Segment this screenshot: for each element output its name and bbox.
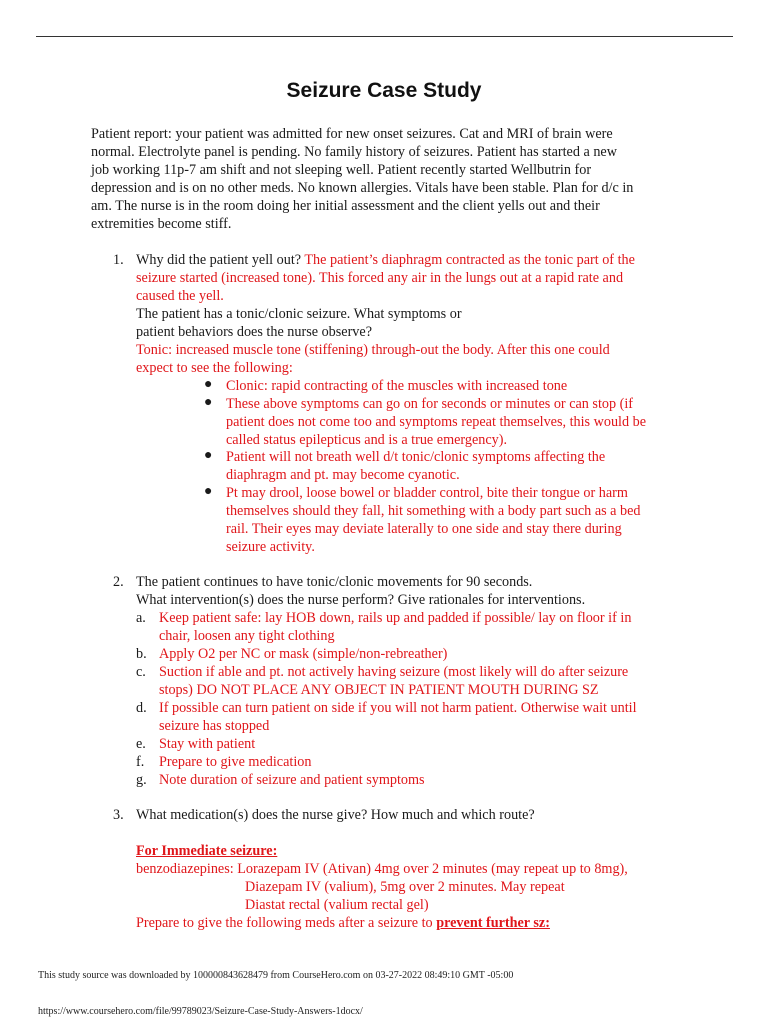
- intervention-line: Stay with patient: [159, 736, 256, 752]
- download-note: This study source was downloaded by 100000843628479 from CourseHero.com on 03-27-2022 08:49:10 GMT -05:00: [38, 970, 514, 981]
- bullet-dot-icon: ●: [204, 484, 213, 499]
- bullet-line: rail. Their eyes may deviate laterally to one side and stay there during: [226, 521, 622, 537]
- bullet-line: Clonic: rapid contracting of the muscles with increased tone: [226, 378, 568, 394]
- item-letter: g.: [136, 772, 147, 788]
- question-1-line: [136, 251, 635, 269]
- sub-question-line: patient behaviors does the nurse observe?: [136, 324, 372, 340]
- item-letter: b.: [136, 646, 147, 662]
- page-title: Seizure Case Study: [286, 79, 482, 102]
- intervention-line: stops) DO NOT PLACE ANY OBJECT IN PATIENT MOUTH DURING SZ: [159, 682, 599, 698]
- bullet-line: patient does not come too and symptoms repeat themselves, this would be: [226, 414, 647, 430]
- benzo-label: benzodiazepines:: [136, 861, 238, 877]
- top-divider: [36, 36, 733, 37]
- immediate-seizure-heading: For Immediate seizure:: [136, 843, 278, 859]
- tonic-line: expect to see the following:: [136, 360, 293, 376]
- question-number: 2.: [113, 574, 124, 590]
- item-letter: f.: [136, 754, 145, 770]
- item-letter: c.: [136, 664, 146, 680]
- bullet-dot-icon: ●: [204, 448, 213, 463]
- bullet-line: called status epilepticus and is a true emergency).: [226, 432, 508, 448]
- benzo-med: Lorazepam IV (Ativan) 4mg over 2 minutes (may repeat up to 8mg),: [237, 861, 628, 877]
- item-letter: e.: [136, 736, 146, 752]
- bullet-dot-icon: ●: [204, 377, 213, 392]
- prepare-meds-line: [136, 914, 550, 932]
- question-line: What intervention(s) does the nurse perform? Give rationales for interventions.: [136, 592, 586, 608]
- intervention-line: Apply O2 per NC or mask (simple/non-rebreather): [159, 646, 448, 662]
- answer-line: caused the yell.: [136, 288, 224, 304]
- question-number: 1.: [113, 252, 124, 268]
- report-line: depression and is on no other meds. No known allergies. Vitals have been stable. Plan for d/c in: [91, 180, 634, 196]
- question-number: 3.: [113, 807, 124, 823]
- intervention-line: Note duration of seizure and patient symptoms: [159, 772, 425, 788]
- intervention-line: Keep patient safe: lay HOB down, rails up and padded if possible/ lay on floor if in: [159, 610, 632, 626]
- intervention-line: Prepare to give medication: [159, 754, 312, 770]
- answer-text: The patient’s diaphragm contracted as the tonic part of the: [304, 252, 635, 268]
- report-line: extremities become stiff.: [91, 216, 232, 232]
- intervention-line: Suction if able and pt. not actively having seizure (most likely will do after seizure: [159, 664, 629, 680]
- bullet-line: seizure activity.: [226, 539, 315, 555]
- report-line: Patient report: your patient was admitted for new onset seizures. Cat and MRI of brain were: [91, 126, 613, 142]
- prevent-further-sz: prevent further sz:: [436, 915, 550, 931]
- benzodiazepines-line: [136, 860, 628, 878]
- bullet-dot-icon: ●: [204, 395, 213, 410]
- answer-line: seizure started (increased tone). This forced any air in the lungs out at a rapid rate and: [136, 270, 624, 286]
- question-line: What medication(s) does the nurse give? How much and which route?: [136, 807, 535, 823]
- question-text: Why did the patient yell out?: [136, 252, 305, 268]
- bullet-line: Patient will not breath well d/t tonic/clonic symptoms affecting the: [226, 449, 606, 465]
- bullet-line: themselves should they fall, hit something with a body part such as a bed: [226, 503, 641, 519]
- sub-question-line: The patient has a tonic/clonic seizure. What symptoms or: [136, 306, 462, 322]
- intervention-line: chair, loosen any tight clothing: [159, 628, 335, 644]
- bullet-line: Pt may drool, loose bowel or bladder control, bite their tongue or harm: [226, 485, 628, 501]
- tonic-line: Tonic: increased muscle tone (stiffening) through-out the body. After this one could: [136, 342, 610, 358]
- report-line: job working 11p-7 am shift and not sleeping well. Patient recently started Wellbutrin for: [91, 162, 592, 178]
- bullet-line: These above symptoms can go on for seconds or minutes or can stop (if: [226, 396, 634, 412]
- benzo-med-line: Diazepam IV (valium), 5mg over 2 minutes. May repeat: [245, 879, 565, 895]
- benzo-med-line: Diastat rectal (valium rectal gel): [245, 897, 429, 913]
- item-letter: d.: [136, 700, 147, 716]
- report-line: am. The nurse is in the room doing her initial assessment and the client yells out and their: [91, 198, 600, 214]
- intervention-line: seizure has stopped: [159, 718, 270, 734]
- report-line: normal. Electrolyte panel is pending. No family history of seizures. Patient has started a new: [91, 144, 617, 160]
- intervention-line: If possible can turn patient on side if you will not harm patient. Otherwise wait until: [159, 700, 637, 716]
- item-letter: a.: [136, 610, 146, 626]
- prepare-text: Prepare to give the following meds after a seizure to: [136, 915, 437, 931]
- source-url[interactable]: https://www.coursehero.com/file/99789023/Seizure-Case-Study-Answers-1docx/: [38, 1006, 363, 1017]
- question-line: The patient continues to have tonic/clonic movements for 90 seconds.: [136, 574, 533, 590]
- bullet-line: diaphragm and pt. may become cyanotic.: [226, 467, 460, 483]
